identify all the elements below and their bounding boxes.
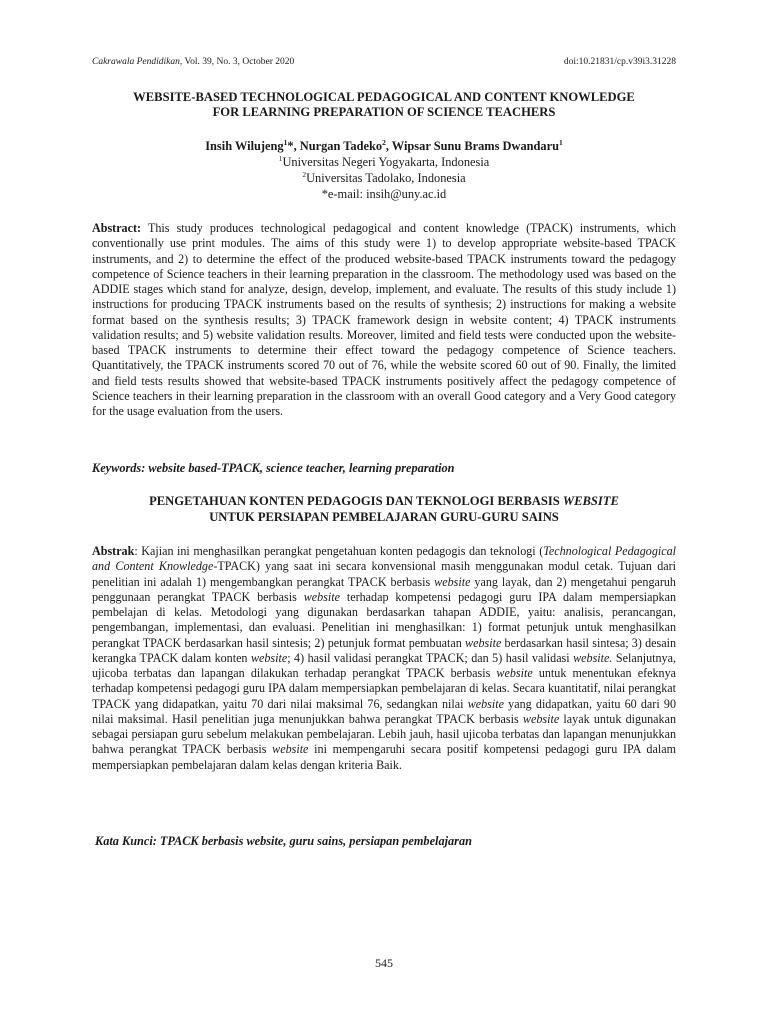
- abstrak-italic: website: [303, 589, 340, 604]
- abstrak-italic: website: [272, 742, 309, 757]
- abstrak-text: -TPACK) yang saat ini secara konvensional masih menggunakan modul cetak. Tujuan dari penelitian ini adalah 1) mengembangkan perangkat TPACK berbasis: [92, 559, 676, 589]
- affiliation-2: [92, 170, 676, 186]
- abstrak-italic: website: [496, 666, 533, 680]
- abstrak-text: Selanjutnya, ujicoba terbatas dan lapangan dilakukan terhadap perangkat TPACK berbasis: [92, 650, 676, 680]
- author-block: [92, 138, 676, 202]
- journal-name: Cakrawala Pendidikan,: [92, 57, 183, 67]
- abstrak-text: terhadap kompetensi pedagogi guru IPA dalam mempersiapkan pembelajan di kelas. Metodologi yang digunakan berdasarkan tahapan ADDIE, yaitu: analisis, perancangan, pengembangan, implementasi, dan evaluasi. Penelitian ini menghasilkan: 1) format petunjuk untuk menghasilkan perangkat TPACK berdasarkan hasil sintesis; 2) petunjuk format pembuatan: [92, 589, 677, 650]
- abstrak-text: ; 4) hasil validasi perangkat TPACK; dan 5) hasil validasi: [287, 650, 574, 665]
- abstrak-italic: website.: [573, 650, 613, 665]
- affiliation-1-mark: 1: [278, 153, 283, 163]
- abstrak-italic: Technological Pedagogical and Content Knowledge: [92, 544, 676, 574]
- abstrak-text: yang didapatkan, yaitu 60 dari 90 nilai maksimal. Hasil penelitian juga menunjukkan bahwa perangkat TPACK berbasis: [92, 696, 676, 726]
- page-number: 545: [375, 956, 393, 970]
- abstract-text: This study produces technological pedagogical and content knowledge (TPACK) instruments, which conventionally use print modules. The aims of this study were 1) to develop appropriate website-based TPACK instruments, and 2) to determine the effect of the produced website-based TPACK instruments toward the pedagogy competence of Science teachers in their learning preparation in the classroom. The methodology used was based on the ADDIE stages which stand for analyze, design, develop, implement, and evaluate. The results of this study include 1) instructions for producing TPACK instruments based on the results of synthesis; 2) instructions for making a website format based on the synthesis results; 3) TPACK framework design in website content; 4) TPACK instruments validation results; and 5) website validation results. Moreover, limited and field tests were conducted upon the website-based TPACK instruments to determine their effect toward the pedagogy competence of Science teachers. Quantitatively, the TPACK instruments scored 70 out of 76, while the website scored 60 out of 90. Finally, the limited and field tests results showed that website-based TPACK instruments positively affect the pedagogy competence of Science teachers in their learning preparation in the classroom with an overall Good category and a Very Good category for the usage evaluation from the users.: [92, 221, 676, 418]
- abstrak: [92, 544, 676, 773]
- journal-citation: [92, 57, 294, 67]
- abstract-label: Abstract:: [92, 221, 142, 235]
- kata-kunci: Kata Kunci: TPACK berbasis website, guru sains, persiapan pembelajaran: [95, 834, 472, 848]
- title-line-1: WEBSITE-BASED TECHNOLOGICAL PEDAGOGICAL AND CONTENT KNOWLEDGE: [133, 90, 635, 104]
- author-1-affiliation: 1: [283, 137, 288, 147]
- paper-title-indonesian: [92, 494, 676, 525]
- abstrak-text: yang layak, dan 2) mengetahui pengaruh penggunaan perangkat TPACK berbasis: [92, 574, 676, 604]
- author-names: [92, 138, 676, 154]
- abstrak-italic: website: [434, 574, 471, 589]
- affiliation-2-text: Universitas Tadolako, Indonesia: [306, 171, 466, 185]
- abstrak-italic: website: [467, 696, 504, 711]
- abstrak-text: : Kajian ini menghasilkan perangkat pengetahuan konten pedagogis dan teknologi (: [134, 544, 544, 558]
- title-id-line-1-italic: WEBSITE: [562, 494, 619, 508]
- paper-title: [92, 90, 676, 120]
- email: *e-mail: insih@uny.ac.id: [321, 187, 447, 201]
- abstrak-label: Abstrak: [92, 544, 135, 558]
- doi: doi:10.21831/cp.v39i3.31228: [563, 57, 676, 67]
- abstrak-italic: website: [465, 635, 502, 650]
- abstrak-text: untuk menentukan efeknya terhadap kompetensi pedagogi guru IPA dalam mempersiapkan pembelajaran di kelas. Secara kuantitatif, nilai perangkat TPACK yang didapatkan, yaitu 70 dari nilai maksimal 76, sedangkan nilai: [92, 666, 676, 711]
- author-2-affiliation: 2: [382, 137, 386, 147]
- author-2: Nurgan Tadeko: [299, 139, 383, 153]
- title-line-2: FOR LEARNING PREPARATION OF SCIENCE TEACHERS: [212, 105, 556, 119]
- abstract: [92, 221, 676, 419]
- author-3-affiliation: 1: [559, 137, 563, 147]
- journal-issue: Vol. 39, No. 3, October 2020: [182, 57, 295, 67]
- title-id-line-1: [92, 494, 676, 510]
- affiliation-2-mark: 2: [302, 169, 307, 179]
- abstrak-text: berdasarkan hasil sintesa; 3) desain kerangka TPACK dalam konten: [92, 635, 676, 665]
- corresponding-mark: *,: [287, 139, 300, 153]
- abstrak-text: layak untuk digunakan sebagai persiapan guru sebelum melakukan pembelajaran. Lebih jauh, hasil ujicoba terbatas dan lapangan menunjukkan bahwa perangkat TPACK berbasis: [92, 711, 677, 757]
- author-separator: ,: [385, 139, 392, 153]
- title-id-line-2: UNTUK PERSIAPAN PEMBELAJARAN GURU-GURU SAINS: [209, 509, 559, 524]
- abstrak-italic: website: [250, 650, 288, 665]
- abstrak-italic: website: [522, 711, 560, 726]
- author-3: Wipsar Sunu Brams Dwandaru: [391, 139, 560, 153]
- affiliation-1: [92, 154, 676, 170]
- author-1: Insih Wilujeng: [205, 139, 284, 153]
- affiliation-1-text: Universitas Negeri Yogyakarta, Indonesia: [282, 155, 490, 169]
- abstrak-text: ini mempengaruhi secara positif kompetensi pedagogi guru IPA dalam mempersiapkan pembelajaran dalam kelas dengan kriteria Baik.: [92, 742, 676, 772]
- keywords: Keywords: website based-TPACK, science teacher, learning preparation: [92, 461, 455, 475]
- title-id-line-1-text: PENGETAHUAN KONTEN PEDAGOGIS DAN TEKNOLOGI BERBASIS: [149, 494, 563, 508]
